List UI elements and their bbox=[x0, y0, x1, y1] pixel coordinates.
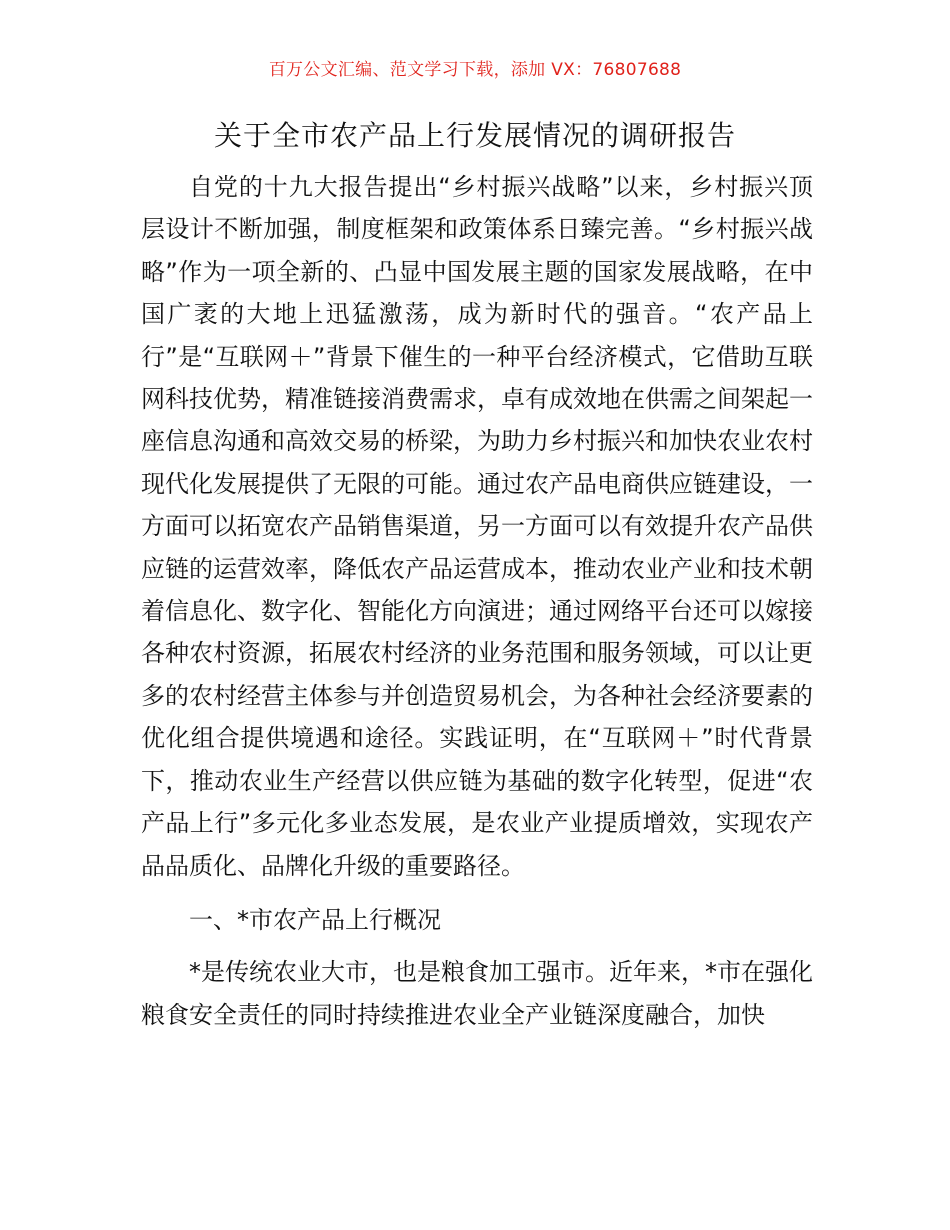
watermark-banner: 百万公文汇编、范文学习下载，添加 VX：76807688 bbox=[268, 60, 682, 80]
paragraph-intro: 自党的十九大报告提出“乡村振兴战略”以来，乡村振兴顶层设计不断加强，制度框架和政策体系日臻完善。“乡村振兴战略”作为一项全新的、凸显中国发展主题的国家发展战略，在中国广袤的大地上迅猛激荡，成为新时代的强音。“农产品上行”是“互联网＋”背景下催生的一种平台经济模式，它借助互联网科技优势，精准链接消费需求，卓有成效地在供需之间架起一座信息沟通和高效交易的桥梁，为助力乡村振兴和加快农业农村现代化发展提供了无限的可能。通过农产品电商供应链建设，一方面可以拓宽农产品销售渠道，另一方面可以有效提升农产品供应链的运营效率，降低农产品运营成本，推动农业产业和技术朝着信息化、数字化、智能化方向演进；通过网络平台还可以嫁接各种农村资源，拓展农村经济的业务范围和服务领域，可以让更多的农村经营主体参与并创造贸易机会，为各种社会经济要素的优化组合提供境遇和途径。实践证明，在“互联网＋”时代背景下，推动农业生产经营以供应链为基础的数字化转型，促进“农产品上行”多元化多业态发展，是农业产业提质增效，实现农产品品质化、品牌化升级的重要路径。 bbox=[141, 173, 813, 880]
document-title: 关于全市农产品上行发展情况的调研报告 bbox=[213, 119, 736, 152]
document-body bbox=[141, 166, 813, 1036]
paragraph-overview: *是传统农业大市，也是粮食加工强市。近年来，*市在强化粮食安全责任的同时持续推进农业全产业链深度融合，加快 bbox=[141, 958, 813, 1029]
section-heading: 一、*市农产品上行概况 bbox=[189, 905, 441, 934]
